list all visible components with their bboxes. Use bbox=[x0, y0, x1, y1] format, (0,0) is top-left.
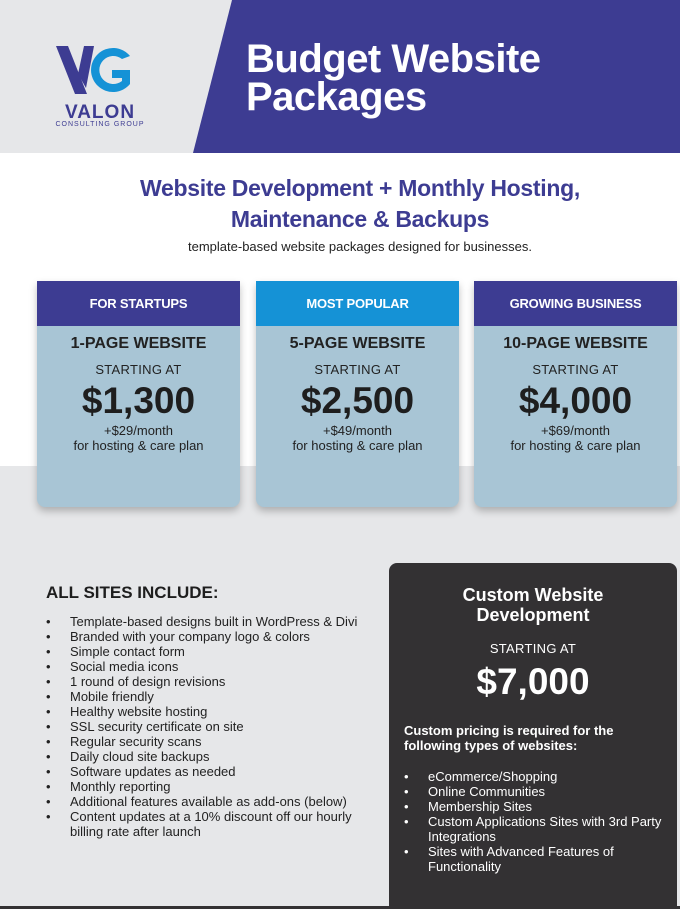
page-title-line1: Budget Website bbox=[246, 37, 541, 81]
package-name: 1-PAGE WEBSITE bbox=[70, 335, 207, 352]
package-card-growing bbox=[474, 281, 677, 507]
custom-starting-label: STARTING AT bbox=[489, 641, 577, 656]
package-plan-note: for hosting & care plan bbox=[510, 438, 641, 453]
intro-text: template-based website packages designed for businesses. bbox=[188, 239, 532, 254]
list-item: • Software updates as needed bbox=[46, 764, 366, 779]
list-item: • Social media icons bbox=[46, 659, 366, 674]
list-item: • Healthy website hosting bbox=[46, 704, 366, 719]
package-starting-label: STARTING AT bbox=[314, 362, 401, 377]
list-item: • Additional features available as add-ons (below) bbox=[46, 794, 366, 809]
package-price: $1,300 bbox=[81, 380, 196, 421]
list-item: • Custom Applications Sites with 3rd Party Integrations bbox=[404, 814, 664, 844]
package-price: $4,000 bbox=[518, 380, 633, 421]
intro-heading bbox=[60, 173, 660, 235]
list-item: • Membership Sites bbox=[404, 799, 664, 814]
package-plan-note: for hosting & care plan bbox=[292, 438, 423, 453]
list-item: • Branded with your company logo & colors bbox=[46, 629, 366, 644]
list-item: • Content updates at a 10% discount off our hourly billing rate after launch bbox=[46, 809, 366, 839]
package-starting-label: STARTING AT bbox=[532, 362, 619, 377]
list-item: • Regular security scans bbox=[46, 734, 366, 749]
intro-heading-line1: Website Development + Monthly Hosting, bbox=[140, 175, 580, 201]
package-badge: FOR STARTUPS bbox=[37, 281, 240, 326]
package-starting-label: STARTING AT bbox=[95, 362, 182, 377]
list-item: • Sites with Advanced Features of Functionality bbox=[404, 844, 664, 874]
package-badge: GROWING BUSINESS bbox=[474, 281, 677, 326]
list-item: • eCommerce/Shopping bbox=[404, 769, 664, 784]
package-monthly-fee: +$69/month bbox=[540, 423, 611, 438]
vg-monogram-icon bbox=[54, 44, 134, 96]
page-title-line2: Packages bbox=[246, 75, 427, 119]
custom-development-panel bbox=[389, 563, 677, 909]
list-item: • Template-based designs built in WordPress & Divi bbox=[46, 614, 366, 629]
custom-title bbox=[389, 585, 677, 625]
includes-list bbox=[46, 614, 366, 839]
list-item: • Online Communities bbox=[404, 784, 664, 799]
package-card-startups bbox=[37, 281, 240, 507]
package-plan-note: for hosting & care plan bbox=[73, 438, 204, 453]
list-item: • Daily cloud site backups bbox=[46, 749, 366, 764]
logo-name: VALON bbox=[64, 102, 136, 123]
page-title bbox=[246, 37, 666, 119]
custom-title-line1: Custom Website bbox=[462, 585, 604, 605]
list-item: • Mobile friendly bbox=[46, 689, 366, 704]
package-name: 5-PAGE WEBSITE bbox=[289, 335, 426, 352]
package-badge: MOST POPULAR bbox=[256, 281, 459, 326]
valon-logo bbox=[50, 44, 154, 132]
custom-site-types-list bbox=[404, 769, 664, 874]
package-monthly-fee: +$49/month bbox=[322, 423, 393, 438]
list-item: • Monthly reporting bbox=[46, 779, 366, 794]
list-item: • 1 round of design revisions bbox=[46, 674, 366, 689]
custom-price: $7,000 bbox=[476, 661, 590, 702]
custom-pricing-note: Custom pricing is required for the following types of websites: bbox=[404, 723, 614, 753]
package-monthly-fee: +$29/month bbox=[103, 423, 174, 438]
list-item: • Simple contact form bbox=[46, 644, 366, 659]
intro-heading-line2: Maintenance & Backups bbox=[230, 206, 490, 232]
package-price: $2,500 bbox=[300, 380, 415, 421]
list-item: • SSL security certificate on site bbox=[46, 719, 366, 734]
logo-tagline: CONSULTING GROUP bbox=[55, 121, 145, 128]
includes-title: ALL SITES INCLUDE: bbox=[46, 583, 219, 602]
package-name: 10-PAGE WEBSITE bbox=[503, 335, 648, 352]
custom-title-line2: Development bbox=[476, 605, 590, 625]
package-card-popular bbox=[256, 281, 459, 507]
